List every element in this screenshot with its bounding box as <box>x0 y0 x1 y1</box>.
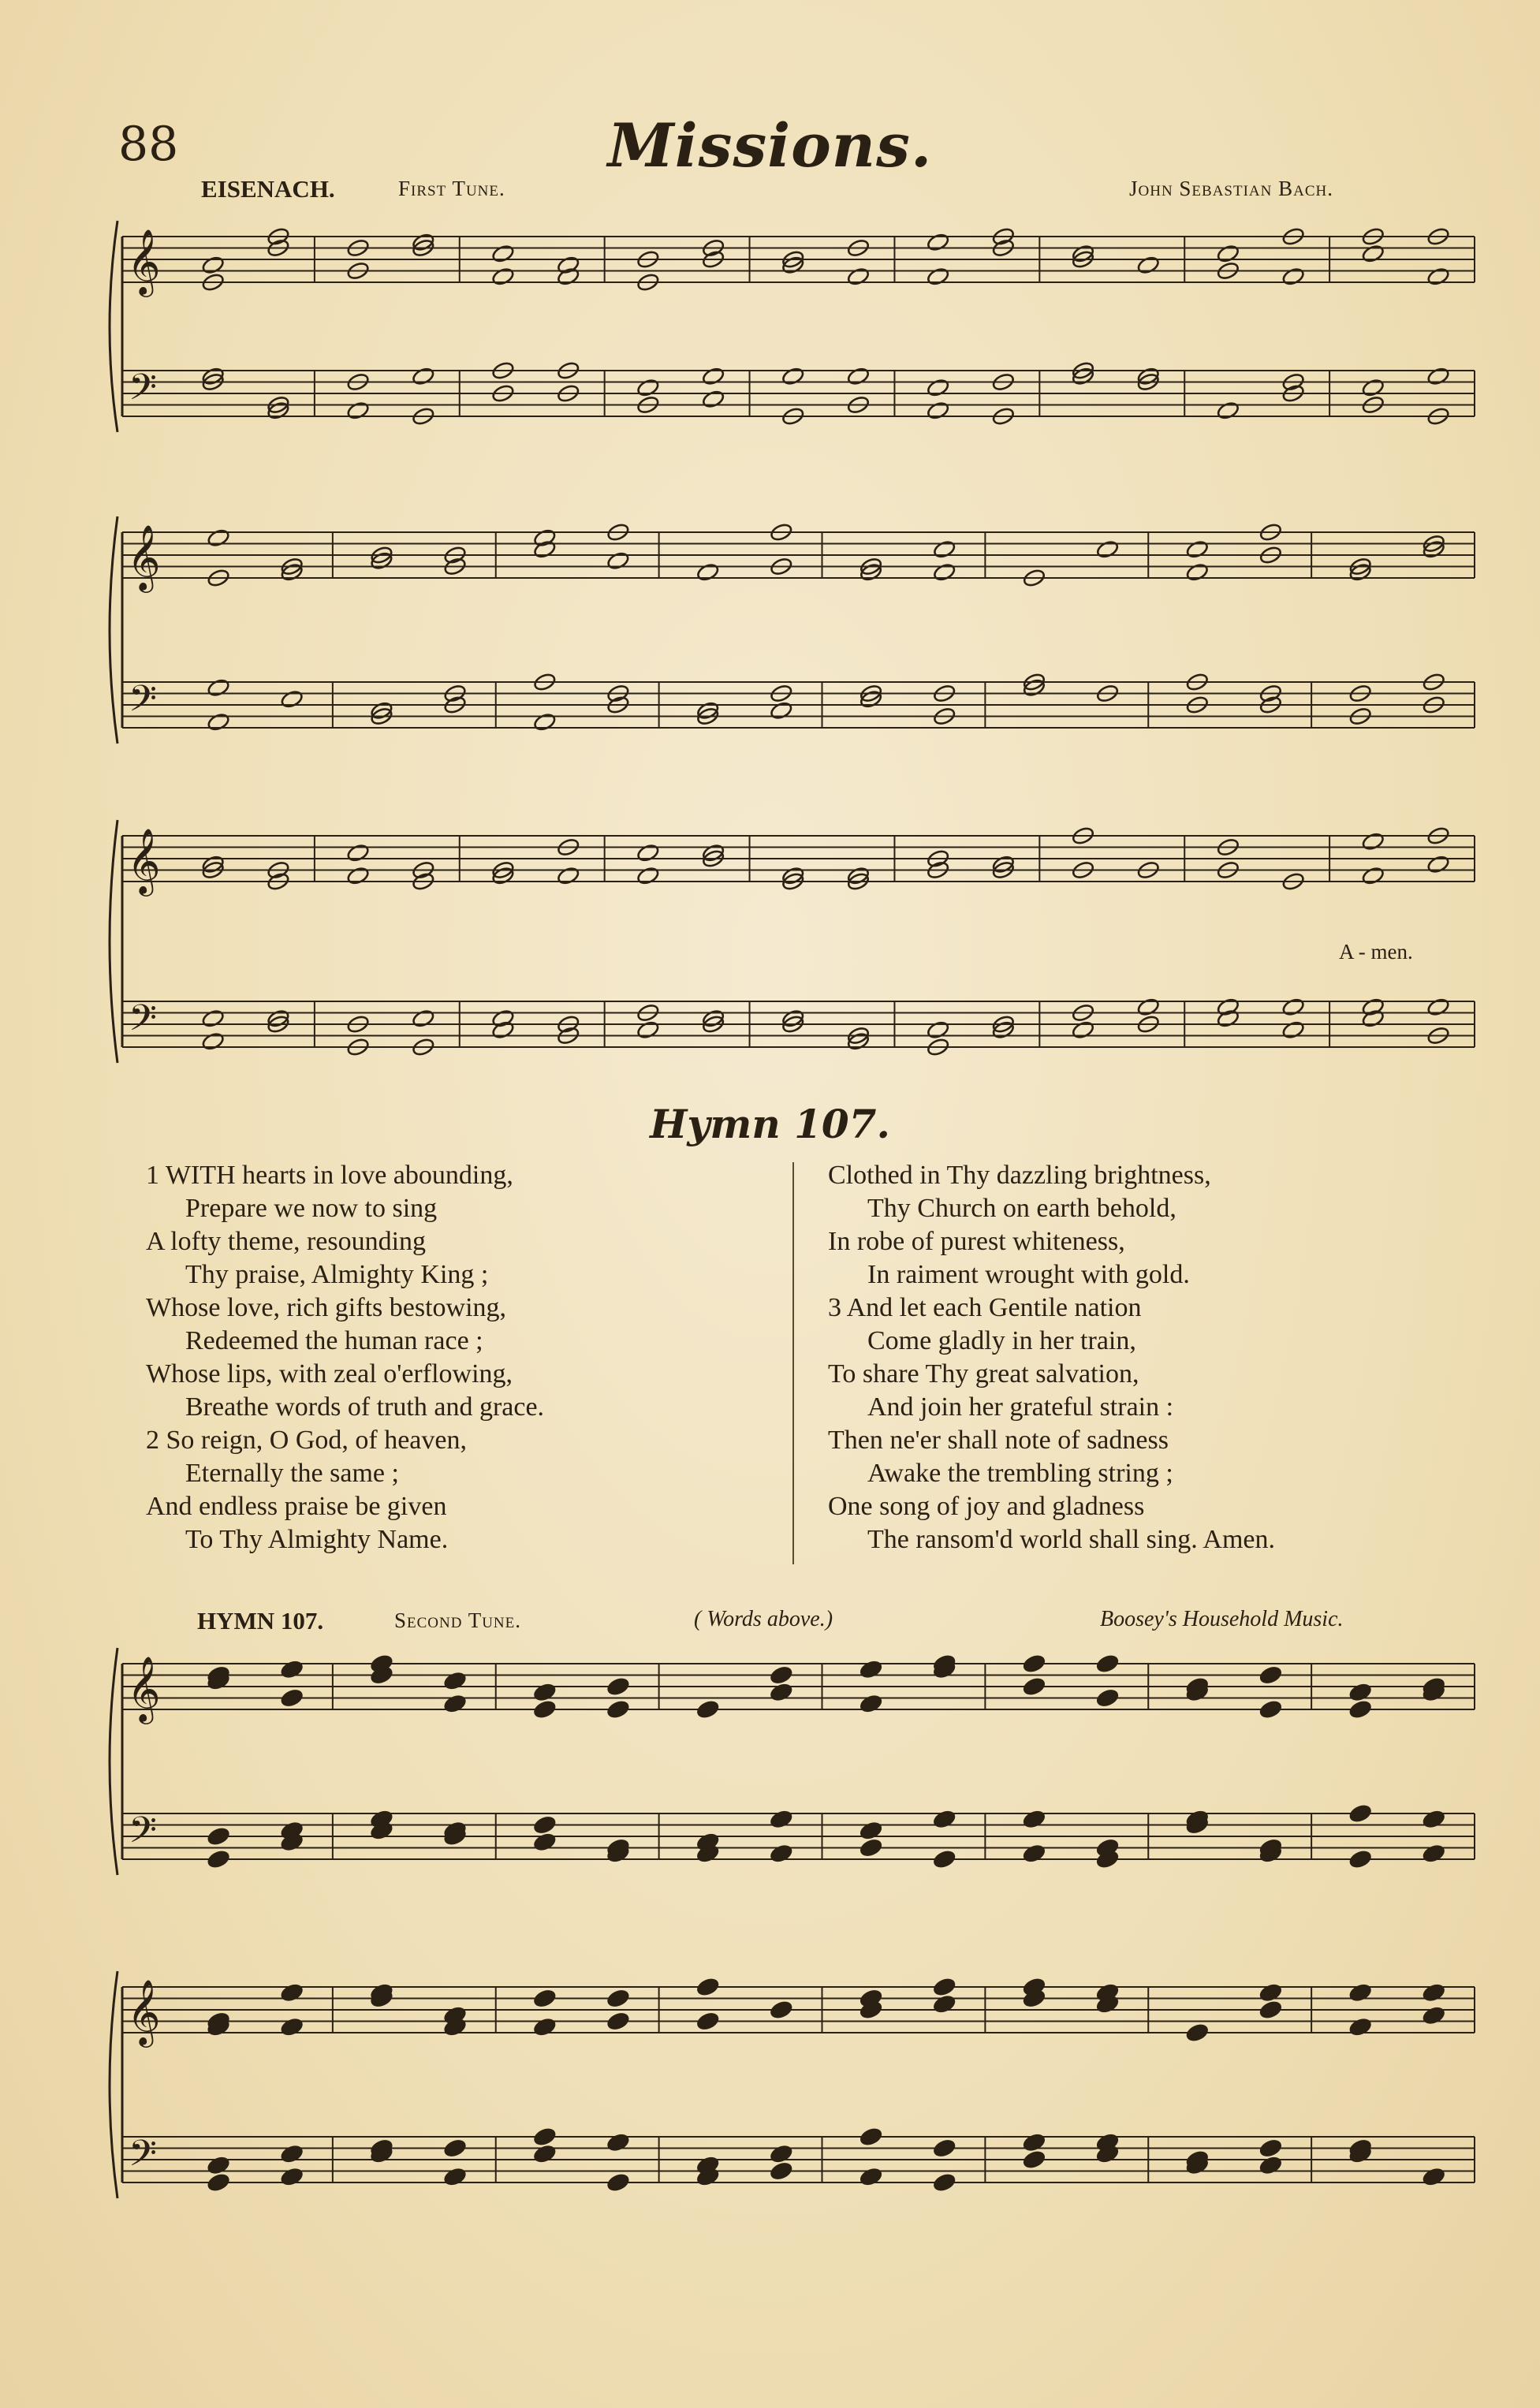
note-head <box>557 866 580 885</box>
note-head <box>533 2017 557 2037</box>
note-head <box>1348 1803 1372 1823</box>
words-note: ( Words above.) <box>694 1607 833 1631</box>
note-head <box>781 367 805 386</box>
note-head <box>932 539 956 559</box>
note-head <box>1258 2138 1282 2158</box>
system-brace <box>110 820 117 1063</box>
note-head <box>1258 1699 1282 1719</box>
system-brace <box>110 516 117 744</box>
note-head <box>859 1821 882 1840</box>
note-head <box>1361 244 1385 263</box>
note-head <box>932 2138 956 2158</box>
section-title: Missions. <box>607 110 933 181</box>
note-head <box>932 2172 956 2192</box>
note-head <box>533 2127 557 2146</box>
note-head <box>207 678 230 698</box>
verse-column-left <box>146 1159 544 1556</box>
note-head <box>1281 997 1305 1017</box>
note-head <box>1348 1683 1372 1702</box>
tune2-source: Boosey's Household Music. <box>1100 1607 1344 1631</box>
note-head <box>1022 1843 1046 1863</box>
note-head <box>207 1826 230 1846</box>
note-head <box>1258 2000 1282 2019</box>
verse-line: Awake the trembling string ; <box>867 1459 1173 1488</box>
verse-line: Then ne'er shall note of sadness <box>828 1426 1169 1455</box>
note-head <box>1348 1983 1372 2003</box>
verse-line: And endless praise be given <box>146 1492 447 1521</box>
bass-clef: 𝄢 <box>129 2132 158 2184</box>
note-head <box>207 528 230 548</box>
system-brace <box>110 1648 117 1875</box>
note-head <box>1071 1020 1094 1040</box>
note-head <box>491 267 515 286</box>
note-head <box>1422 1843 1445 1863</box>
note-head <box>1022 1676 1046 1696</box>
note-head <box>346 866 370 885</box>
note-head <box>1022 2149 1046 2169</box>
note-head <box>846 367 870 386</box>
note-head <box>533 1832 557 1852</box>
note-head <box>696 2011 720 2031</box>
note-head <box>1258 2156 1282 2175</box>
note-head <box>1281 267 1305 286</box>
note-head <box>533 712 557 732</box>
note-head <box>207 1849 230 1869</box>
note-head <box>1185 562 1209 582</box>
note-head <box>1022 1653 1046 1673</box>
hymn-title: Hymn 107. <box>650 1101 890 1147</box>
note-head <box>696 1699 720 1719</box>
note-head <box>932 1810 956 1829</box>
verse-line: To share Thy great salvation, <box>828 1359 1139 1389</box>
verse-line: Prepare we now to sing <box>185 1194 438 1223</box>
note-head <box>346 843 370 863</box>
note-head <box>491 244 515 263</box>
treble-clef: 𝄞 <box>127 228 161 294</box>
treble-clef: 𝄞 <box>127 524 161 590</box>
verse-line: The ransom'd world shall sing. Amen. <box>867 1525 1276 1554</box>
note-head <box>1022 1810 1046 1829</box>
note-head <box>1136 255 1160 275</box>
note-head <box>1426 855 1450 874</box>
note-head <box>1216 401 1240 420</box>
note-head <box>770 2161 793 2181</box>
note-head <box>859 2167 882 2186</box>
note-head <box>932 562 956 582</box>
note-head <box>533 1699 557 1719</box>
note-head <box>443 1671 467 1690</box>
note-head <box>859 2127 882 2146</box>
note-head <box>1422 1810 1445 1829</box>
verse-line: One song of joy and gladness <box>828 1492 1145 1521</box>
verse-line: Thy Church on earth behold, <box>867 1194 1176 1223</box>
note-head <box>1185 2022 1209 2042</box>
note-head <box>770 701 793 721</box>
note-head <box>1422 2006 1445 2026</box>
verse-line: Whose love, rich gifts bestowing, <box>146 1293 507 1322</box>
note-head <box>412 367 435 386</box>
note-head <box>606 1989 630 2008</box>
note-head <box>1136 997 1160 1017</box>
verse-line: And join her grateful strain : <box>867 1392 1174 1422</box>
note-head <box>346 401 370 420</box>
note-head <box>606 2172 630 2192</box>
note-head <box>926 233 949 252</box>
note-head <box>280 689 304 709</box>
verse-line: In robe of purest whiteness, <box>828 1227 1125 1256</box>
page-number: 88 <box>118 117 179 172</box>
amen-label: A - men. <box>1339 940 1413 964</box>
note-head <box>1216 244 1240 263</box>
tune2-name: HYMN 107. <box>197 1607 324 1635</box>
note-head <box>1426 997 1450 1017</box>
bass-clef: 𝄢 <box>129 366 158 418</box>
note-head <box>280 2144 304 2164</box>
note-head <box>636 866 660 885</box>
verse-line: Eternally the same ; <box>185 1459 399 1488</box>
note-head <box>201 255 225 275</box>
verse-line: Clothed in Thy dazzling brightness, <box>828 1161 1211 1190</box>
note-head <box>443 1694 467 1713</box>
verse-line: A lofty theme, resounding <box>146 1227 427 1256</box>
note-head <box>280 1660 304 1679</box>
note-head <box>533 2144 557 2164</box>
note-head <box>443 2138 467 2158</box>
note-head <box>533 1815 557 1835</box>
bass-clef: 𝄢 <box>129 997 158 1049</box>
note-head <box>201 1008 225 1028</box>
note-head <box>926 267 949 286</box>
note-head <box>636 378 660 397</box>
note-head <box>280 1983 304 2003</box>
note-head <box>207 2172 230 2192</box>
note-head <box>846 267 870 286</box>
note-head <box>1095 539 1119 559</box>
note-head <box>696 562 720 582</box>
note-head <box>926 378 949 397</box>
note-head <box>1422 2167 1445 2186</box>
verse-line: 1 WITH hearts in love abounding, <box>146 1161 513 1190</box>
note-head <box>926 1020 949 1040</box>
note-head <box>770 2000 793 2019</box>
note-head <box>770 2144 793 2164</box>
note-head <box>859 1694 882 1713</box>
note-head <box>770 1683 793 1702</box>
note-head <box>201 1031 225 1051</box>
verse-line: Redeemed the human race ; <box>185 1326 483 1355</box>
note-head <box>280 2167 304 2186</box>
bass-clef: 𝄢 <box>129 677 158 729</box>
tune1-subtitle: First Tune. <box>398 177 505 200</box>
note-head <box>770 1810 793 1829</box>
verse-line: Come gladly in her train, <box>867 1326 1136 1355</box>
note-head <box>533 1683 557 1702</box>
system-brace <box>110 1971 117 2198</box>
note-head <box>606 1676 630 1696</box>
note-head <box>207 712 230 732</box>
treble-clef: 𝄞 <box>127 827 161 893</box>
note-head <box>606 2011 630 2031</box>
tune1-name: EISENACH. <box>201 175 335 203</box>
note-head <box>1095 1653 1119 1673</box>
note-head <box>1361 832 1385 852</box>
verse-line: 3 And let each Gentile nation <box>828 1293 1142 1322</box>
note-head <box>1426 367 1450 386</box>
note-head <box>412 1008 435 1028</box>
note-head <box>932 1849 956 1869</box>
tune1-composer: John Sebastian Bach. <box>1129 177 1334 200</box>
note-head <box>1361 378 1385 397</box>
note-head <box>1258 1983 1282 2003</box>
verse-line: Breathe words of truth and grace. <box>185 1392 545 1422</box>
treble-clef: 𝄞 <box>127 1978 161 2045</box>
system-brace <box>110 221 117 432</box>
note-head <box>1258 1665 1282 1685</box>
note-head <box>606 551 630 571</box>
note-head <box>636 1020 660 1040</box>
note-head <box>701 367 725 386</box>
note-head <box>770 1665 793 1685</box>
note-head <box>1281 1020 1305 1040</box>
note-head <box>1348 1849 1372 1869</box>
verse-line: Whose lips, with zeal o'erflowing, <box>146 1359 513 1389</box>
note-head <box>770 1843 793 1863</box>
note-head <box>932 1994 956 2014</box>
note-head <box>1426 267 1450 286</box>
note-head <box>859 1660 882 1679</box>
note-head <box>1361 866 1385 885</box>
verse-line: To Thy Almighty Name. <box>185 1525 449 1554</box>
note-head <box>1095 1688 1119 1708</box>
note-head <box>636 843 660 863</box>
verse-column-right <box>828 1159 1275 1556</box>
note-head <box>696 1977 720 1996</box>
note-head <box>1348 2017 1372 2037</box>
note-head <box>443 2167 467 2186</box>
note-head <box>859 1838 882 1858</box>
column-divider <box>792 1162 794 1564</box>
note-head <box>533 1989 557 2008</box>
note-head <box>606 1699 630 1719</box>
note-head <box>701 390 725 409</box>
tune2-subtitle: Second Tune. <box>394 1608 522 1632</box>
verse-line: In raiment wrought with gold. <box>867 1260 1190 1289</box>
note-head <box>280 2017 304 2037</box>
verse-line: 2 So reign, O God, of heaven, <box>146 1426 467 1455</box>
note-head <box>1022 2133 1046 2153</box>
note-head <box>1348 1699 1372 1719</box>
bass-clef: 𝄢 <box>129 1809 158 1861</box>
note-head <box>207 2156 230 2175</box>
note-head <box>606 2133 630 2153</box>
note-head <box>926 401 949 420</box>
note-head <box>280 1688 304 1708</box>
treble-clef: 𝄞 <box>127 1655 161 1721</box>
note-head <box>1422 1983 1445 2003</box>
verse-line: Thy praise, Almighty King ; <box>185 1260 489 1289</box>
note-head <box>932 1977 956 1996</box>
note-head <box>1185 539 1209 559</box>
